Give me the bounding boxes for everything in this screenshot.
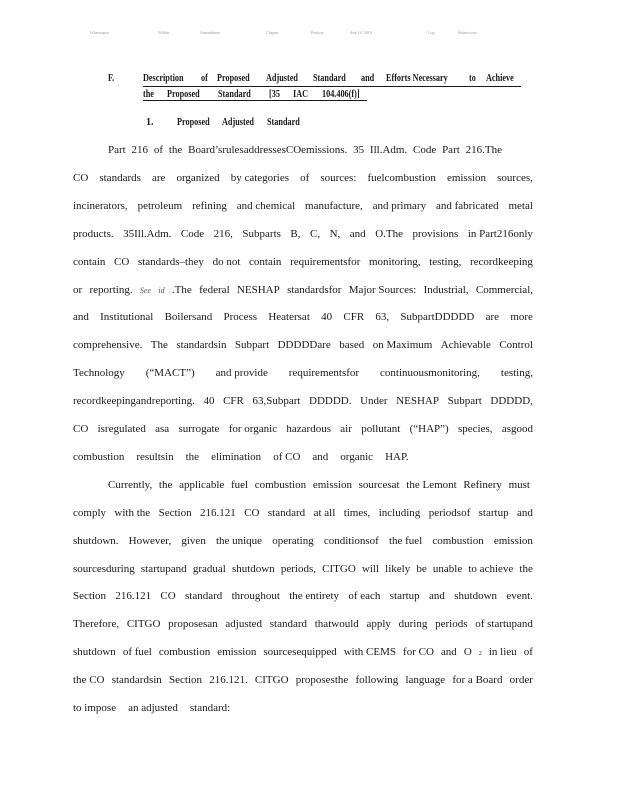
heading-word: Achieve	[486, 73, 514, 84]
word: testing,	[429, 255, 462, 268]
word: are	[485, 311, 500, 324]
word: testing,	[500, 367, 533, 380]
word: and primary	[372, 199, 427, 212]
word: sources:	[320, 171, 357, 184]
word: of	[153, 144, 164, 156]
heading-word: Proposed	[217, 73, 251, 84]
word: Board’srulesaddressesCOemissions.	[188, 144, 348, 156]
word: asa	[155, 423, 170, 435]
word: However,	[128, 534, 172, 547]
word: startup	[389, 590, 420, 603]
word: combustion	[254, 478, 307, 491]
word: isregulated	[97, 423, 146, 435]
word: combustion	[158, 646, 211, 659]
word: standard	[267, 506, 306, 519]
heading-word: Adjusted	[222, 117, 255, 128]
word: based	[339, 339, 365, 352]
word: Code	[413, 144, 437, 156]
word: more	[510, 311, 533, 324]
word: including	[378, 506, 421, 519]
word: be	[416, 562, 427, 575]
word: the	[519, 562, 533, 575]
word: and	[312, 450, 329, 463]
word: Technology	[73, 367, 125, 380]
word: to achieve	[468, 562, 514, 575]
paragraph1-line	[73, 338, 533, 352]
word: Under	[360, 395, 388, 408]
word: 63,Subpart	[252, 395, 301, 408]
word: 216,	[213, 227, 233, 240]
word: by categories	[230, 171, 290, 184]
word: standard	[269, 618, 308, 631]
word: NESHAP	[396, 395, 439, 408]
header-fragment: Petition	[311, 30, 324, 35]
heading-underline	[143, 100, 367, 101]
heading-word: to	[469, 73, 477, 84]
word: and	[517, 506, 533, 519]
paragraph1-line	[73, 450, 533, 464]
word: to impose	[73, 702, 117, 714]
word: resultsin	[136, 450, 174, 463]
paragraph1-line	[73, 283, 533, 297]
word: Industrial,	[423, 283, 469, 296]
word: gradual	[192, 562, 226, 575]
word: provisions	[412, 227, 459, 240]
word: must	[508, 478, 530, 491]
header-fragment: Submission	[458, 30, 477, 35]
word: proposesan	[168, 618, 218, 631]
word: Commercial,	[475, 283, 533, 296]
word: recordkeeping	[469, 255, 533, 268]
word: emission	[312, 478, 352, 491]
word: for CO	[403, 646, 434, 659]
word: continuousmonitoring,	[380, 367, 480, 380]
word: fuel	[230, 478, 249, 491]
word: with CEMS	[343, 646, 396, 659]
word: Heatersat	[268, 311, 310, 324]
word: of startupand	[475, 618, 533, 631]
word: of CO	[273, 450, 301, 463]
word: Part	[108, 144, 126, 156]
word: sourcesequipped	[263, 646, 337, 659]
header-fragment: Amendment	[200, 30, 220, 35]
word: the	[168, 144, 183, 156]
word: 40	[321, 311, 333, 324]
header-fragment: Log	[428, 30, 435, 35]
word: of fuel	[122, 646, 152, 659]
header-fragment: Whereupon	[90, 30, 109, 35]
word: proposesthe	[295, 674, 349, 687]
paragraph1-line	[73, 227, 533, 241]
word: or	[73, 283, 83, 296]
word: at all	[313, 506, 336, 519]
word: the entirety	[289, 590, 340, 603]
word: of	[300, 171, 310, 184]
word: recordkeepingandreporting.	[73, 395, 195, 408]
word: See	[139, 285, 152, 295]
section-heading-line2	[143, 89, 368, 100]
word: contain	[73, 255, 106, 268]
word: 216.121	[115, 590, 152, 603]
word: 2	[478, 651, 482, 658]
word: CFR	[223, 395, 244, 408]
word: emission	[446, 171, 487, 184]
word: CO	[114, 255, 130, 268]
word: the CO	[73, 674, 105, 687]
word: incinerators,	[73, 199, 128, 212]
word: sourcesat	[358, 478, 400, 491]
word: unable	[432, 562, 463, 575]
word: Boilersand	[164, 311, 213, 324]
word: CITGO	[254, 674, 289, 687]
paragraph1-line	[73, 394, 533, 408]
paragraph1-line	[108, 143, 502, 157]
header-fragment: Within	[158, 30, 169, 35]
paragraph1-line	[73, 310, 533, 324]
heading-word: Standard	[266, 117, 300, 128]
word: products.	[73, 227, 114, 240]
word: standardsin	[176, 339, 227, 352]
word: fuelcombustion	[367, 171, 436, 184]
paragraph2-line	[73, 589, 533, 603]
paragraph2-line	[108, 478, 530, 492]
word: Ill.Adm.	[369, 144, 408, 156]
word: the fuel	[388, 534, 423, 547]
word: Currently,	[108, 478, 153, 491]
word: standards	[99, 171, 141, 184]
word: C,	[310, 227, 321, 240]
word: Achievable	[440, 339, 491, 352]
heading-word: of	[200, 73, 208, 84]
word: B,	[290, 227, 301, 240]
word: comply	[73, 506, 106, 519]
subsection-number: 1.	[146, 117, 154, 128]
word: asgood	[501, 423, 533, 435]
word: 63,	[375, 311, 390, 324]
paragraph2-line	[73, 673, 533, 687]
paragraph2-line	[73, 701, 533, 715]
word: given	[181, 534, 206, 547]
word: Subpart	[447, 395, 482, 408]
word: 216.The	[465, 144, 502, 156]
heading-word: and	[361, 73, 375, 84]
word: and	[73, 311, 89, 324]
word: an adjusted	[128, 702, 178, 714]
word: periods,	[280, 562, 317, 575]
word: requirementsfor	[290, 255, 361, 268]
word: CITGO	[126, 618, 161, 631]
word: shutdown	[231, 562, 275, 575]
word: in Part216only	[467, 227, 533, 240]
heading-word: [35	[268, 89, 280, 100]
word: petroleum	[137, 199, 183, 212]
word: CO	[73, 171, 89, 184]
word: pollutant	[361, 423, 401, 435]
word: emission	[217, 646, 257, 659]
word: of	[523, 646, 533, 659]
word: O.The	[375, 227, 403, 240]
header-fragment: date 14/ 2016	[350, 30, 372, 35]
paragraph1-line	[73, 422, 533, 436]
word: startupand	[140, 562, 187, 575]
header-fragment: Chapter	[266, 30, 279, 35]
word: shutdown	[454, 590, 498, 603]
word: applicable	[179, 478, 225, 491]
word: SubpartDDDDD	[400, 311, 475, 324]
word: for a Board	[452, 674, 503, 687]
heading-word: Standard	[217, 89, 251, 100]
word: air	[340, 423, 352, 435]
word: Section	[169, 674, 202, 687]
word: CO	[73, 423, 89, 435]
word: of each	[348, 590, 381, 603]
heading-word: Adjusted	[265, 73, 298, 84]
word: standards–they	[137, 255, 204, 268]
word: comprehensive.	[73, 339, 143, 352]
word: DDDDD,	[490, 395, 533, 408]
word: species,	[458, 423, 493, 435]
word: during	[398, 618, 428, 631]
word: Section	[73, 590, 106, 603]
word: throughout	[231, 590, 280, 603]
word: 40	[203, 395, 215, 408]
word: emission	[493, 534, 533, 547]
heading-word: 104.406(f)]	[322, 89, 360, 100]
word: adjusted	[225, 618, 263, 631]
word: Part	[442, 144, 460, 156]
word: elimination	[211, 450, 262, 463]
word: will	[361, 562, 380, 575]
word: standardsin	[111, 674, 162, 687]
paragraph1-line	[73, 199, 533, 213]
word: hazardous	[286, 423, 331, 435]
word: organic	[340, 450, 374, 463]
paragraph2-line	[73, 645, 533, 659]
word: reporting.	[89, 283, 133, 296]
word: requirementsfor	[288, 367, 360, 380]
word: manufacture,	[305, 199, 363, 212]
heading-word: Efforts Necessary	[385, 73, 448, 84]
word: shutdown	[73, 646, 116, 659]
word: are	[151, 171, 166, 184]
word: (“MACT”)	[145, 367, 195, 380]
word: 216	[131, 144, 149, 156]
word: Major Sources:	[348, 283, 417, 296]
heading-word: Standard	[312, 73, 346, 84]
word: periodsof	[428, 506, 471, 519]
heading-word: the	[143, 89, 154, 100]
word: Therefore,	[73, 618, 120, 631]
word: Subpart	[234, 339, 270, 352]
word: times,	[343, 506, 371, 519]
word: combustion	[73, 450, 125, 463]
word: Subparts	[242, 227, 281, 240]
word: combustion	[432, 534, 484, 547]
word: event.	[506, 590, 533, 603]
word: 216.121.	[209, 674, 248, 687]
word: sourcesduring	[73, 562, 135, 575]
paragraph2-line	[73, 506, 533, 520]
word: on Maximum	[372, 339, 433, 352]
word: standard:	[189, 702, 231, 714]
word: sources,	[497, 171, 533, 184]
paragraph2-line	[73, 617, 533, 631]
word: CITGO	[322, 562, 356, 575]
word: and fabricated	[435, 199, 499, 212]
word: CO	[244, 506, 260, 519]
word: Code	[180, 227, 205, 240]
word: startup	[478, 506, 509, 519]
paragraph1-line	[73, 255, 533, 269]
word: language	[405, 674, 446, 687]
word: thatwould	[314, 618, 359, 631]
word: likely	[385, 562, 411, 575]
word: .The	[171, 283, 192, 296]
word: periods	[435, 618, 468, 631]
word: and chemical	[236, 199, 296, 212]
section-heading-line1	[143, 73, 520, 84]
word: monitoring,	[368, 255, 421, 268]
word: Section	[158, 506, 192, 519]
word: federal	[199, 283, 230, 296]
word: operating	[272, 534, 314, 547]
word: metal	[508, 199, 533, 212]
word: the	[158, 478, 173, 491]
word: Control	[499, 339, 533, 352]
word: the Lemont	[406, 478, 457, 491]
word: organized	[176, 171, 220, 184]
paragraph1-line	[73, 171, 533, 185]
word: Refinery	[463, 478, 502, 491]
word: DDDDD.	[309, 395, 352, 408]
word: id	[158, 285, 165, 295]
word: order	[509, 674, 533, 687]
heading-word: Proposed	[167, 89, 200, 100]
word: 35	[353, 144, 365, 156]
heading-underline	[143, 86, 521, 87]
word: standard	[185, 590, 223, 603]
section-letter: F.	[108, 73, 115, 84]
heading-word: Proposed	[177, 117, 210, 128]
word: do not	[212, 255, 241, 268]
word: and provide	[215, 367, 268, 380]
word: 35Ill.Adm.	[123, 227, 172, 240]
subsection-heading	[177, 117, 307, 128]
word: 216.121	[200, 506, 236, 519]
word: CO	[160, 590, 176, 603]
word: apply	[366, 618, 391, 631]
word: CFR	[343, 311, 365, 324]
word: refining	[192, 199, 227, 212]
word: (“HAP”)	[409, 423, 449, 435]
word: DDDDDare	[277, 339, 331, 352]
word: surrogate	[178, 423, 220, 435]
heading-word: IAC	[292, 89, 309, 100]
word: conditionsof	[323, 534, 379, 547]
word: in lieu	[488, 646, 517, 659]
word: and	[429, 590, 445, 603]
paragraph1-line	[73, 366, 533, 380]
heading-word: Description	[143, 73, 184, 84]
word: HAP.	[385, 450, 409, 463]
word: for organic	[228, 423, 278, 435]
paragraph2-line	[73, 562, 533, 576]
paragraph2-line	[73, 534, 533, 548]
word: contain	[249, 255, 282, 268]
word: following	[355, 674, 399, 687]
word: and	[440, 646, 457, 659]
word: Institutional	[100, 311, 154, 324]
word: standardsfor	[287, 283, 342, 296]
word: Process	[223, 311, 258, 324]
word: the	[185, 450, 200, 463]
word: with the	[114, 506, 151, 519]
word: shutdown.	[73, 534, 119, 547]
word: O	[463, 646, 472, 659]
word: The	[150, 339, 168, 352]
word: the unique	[215, 534, 263, 547]
word: N,	[329, 227, 341, 240]
word: and	[349, 227, 366, 240]
word: NESHAP	[236, 283, 280, 296]
